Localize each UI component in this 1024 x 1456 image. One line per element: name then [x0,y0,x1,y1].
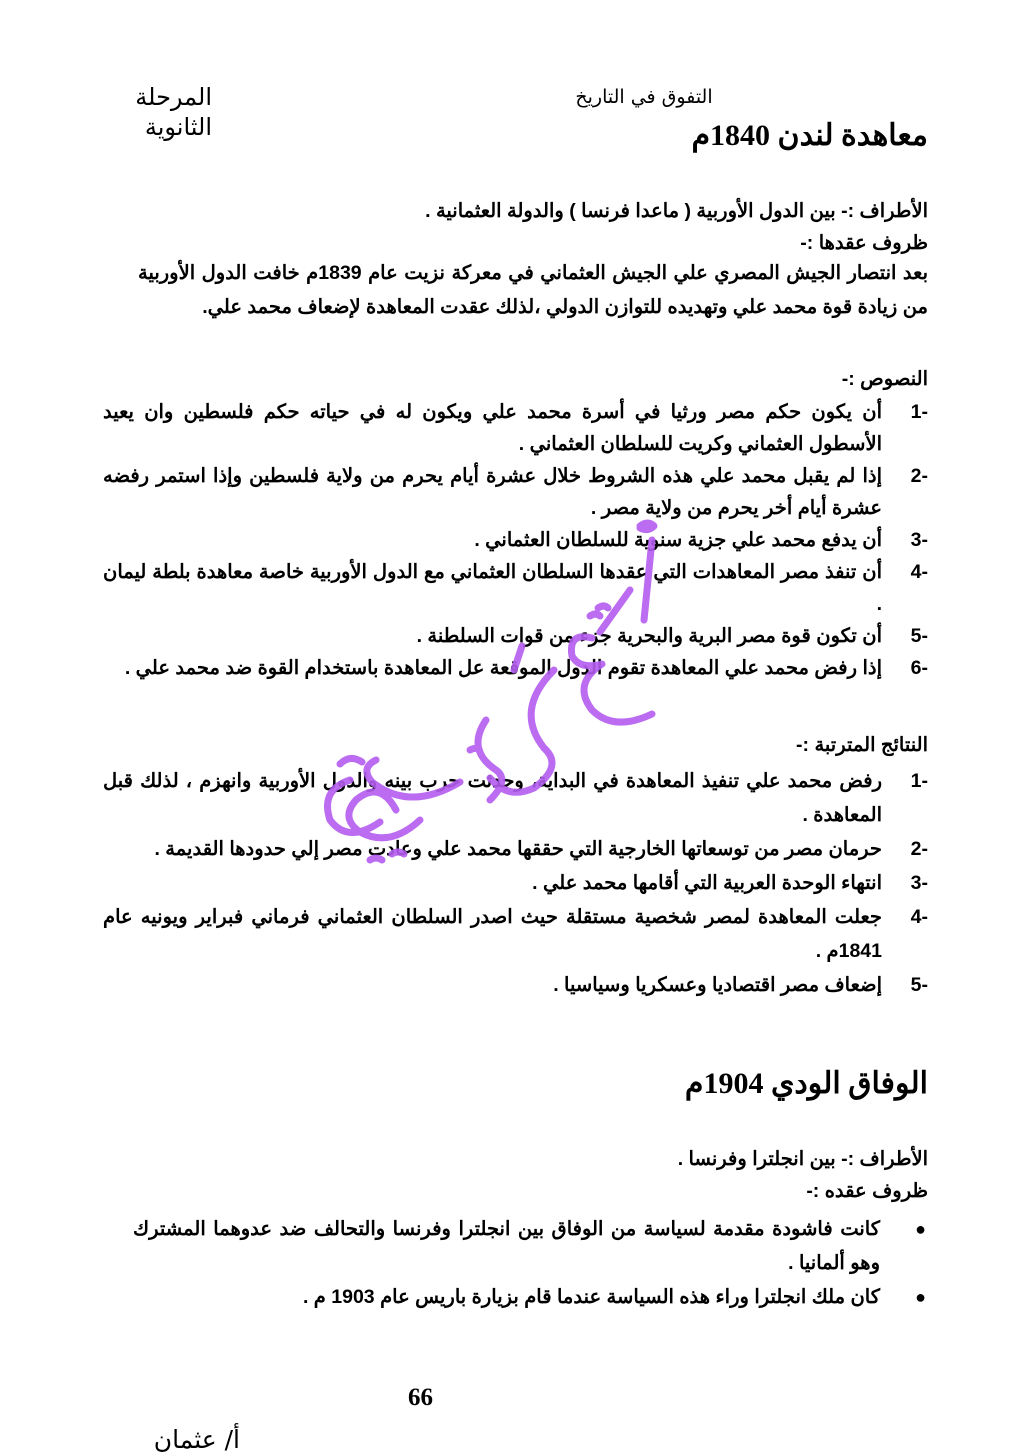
list-text: حرمان مصر من توسعاتها الخارجية التي حققها محمد علي وعادت مصر إلي حدودها القديمة . [154,838,882,860]
section-title-london: معاهدة لندن 1840م [691,119,928,152]
list-text: كان ملك انجلترا وراء هذه السياسة عندما قام بزيارة باريس عام 1903 م . [302,1286,880,1308]
list-number: -3 [910,529,928,551]
list-item [103,900,928,968]
list-number: -5 [910,625,928,647]
list-text: انتهاء الوحدة العربية التي أقامها محمد علي . [532,872,882,894]
bullet-icon: ● [915,1287,926,1307]
list-number: -1 [910,770,928,792]
london-texts-label: النصوص :- [841,368,928,390]
list-text: جعلت المعاهدة لمصر شخصية مستقلة حيث اصدر السلطان العثماني فرماني فبراير ويونيه عام 1841م . [103,906,882,962]
list-number: -6 [910,657,928,679]
list-text: إضعاف مصر اقتصاديا وعسكريا وسياسيا . [553,974,882,996]
section-title-entente: الوفاق الودي 1904م [684,1067,928,1100]
list-number: -1 [910,401,928,423]
header-stage: المرحلة الثانوية [135,83,212,141]
london-circumstances-text: بعد انتصار الجيش المصري علي الجيش العثماني في معركة نزيت عام 1839م خافت الدول الأوربية من زيادة قوة محمد علي وتهديده للتوازن الدولي ،لذلك عقدت المعاهدة لإضعاف محمد علي. [138,262,928,318]
entente-circumstances-label: ظروف عقده :- [806,1180,928,1202]
list-number: -5 [910,974,928,996]
list-item [133,1280,928,1314]
london-results-label: النتائج المترتبة :- [796,734,928,756]
list-number: -4 [910,561,928,583]
footer-author: أ/ عثمان [153,1425,240,1454]
london-texts-list [103,396,928,684]
entente-bullets [133,1212,928,1314]
list-item [103,460,928,524]
header-book-title: التفوق في التاريخ [575,86,713,108]
list-item [103,866,928,900]
london-results-list [103,764,928,1002]
list-text: إذا رفض محمد علي المعاهدة تقوم الدول الموقعة عل المعاهدة باستخدام القوة ضد محمد علي . [124,657,882,679]
list-text: أن تنفذ مصر المعاهدات التي عقدها السلطان العثماني مع الدول الأوربية خاصة معاهدة بلطة ليمان . [103,561,882,615]
list-item [103,968,928,1002]
bullet-icon: ● [915,1219,926,1239]
list-item [103,652,928,684]
list-item [103,396,928,460]
list-number: -2 [910,465,928,487]
list-text: إذا لم يقبل محمد علي هذه الشروط خلال عشرة أيام يحرم من ولاية فلسطين وإذا استمر رفضه عشرة أيام أخر يحرم من ولاية مصر . [103,465,882,519]
list-text: رفض محمد علي تنفيذ المعاهدة في البداية، وحدثت حرب بينه والدول الأوربية وانهزم ، لذلك قبل المعاهدة . [103,770,882,826]
list-number: -3 [910,872,928,894]
list-item [103,764,928,832]
list-text: أن يكون حكم مصر ورثيا في أسرة محمد علي ويكون له في حياته حكم فلسطين وان يعيد الأسطول العثماني وكريت للسلطان العثماني . [103,401,882,455]
list-item [103,556,928,620]
list-text: كانت فاشودة مقدمة لسياسة من الوفاق بين انجلترا وفرنسا والتحالف ضد عدوهما المشترك وهو ألمانيا . [133,1218,880,1274]
list-item [103,524,928,556]
list-number: -4 [910,906,928,928]
page-number: 66 [408,1384,433,1411]
list-item [103,832,928,866]
entente-parties: الأطراف :- بين انجلترا وفرنسا . [677,1148,928,1170]
list-item [133,1212,928,1280]
list-text: أن يدفع محمد علي جزية سنوية للسلطان العثماني . [474,529,882,551]
list-text: أن تكون قوة مصر البرية والبحرية جزء من قوات السلطنة . [416,625,882,647]
london-parties: الأطراف :- بين الدول الأوربية ( ماعدا فرنسا ) والدولة العثمانية . [425,200,928,222]
list-item [103,620,928,652]
list-number: -2 [910,838,928,860]
london-circumstances-label: ظروف عقدها :- [800,232,928,254]
